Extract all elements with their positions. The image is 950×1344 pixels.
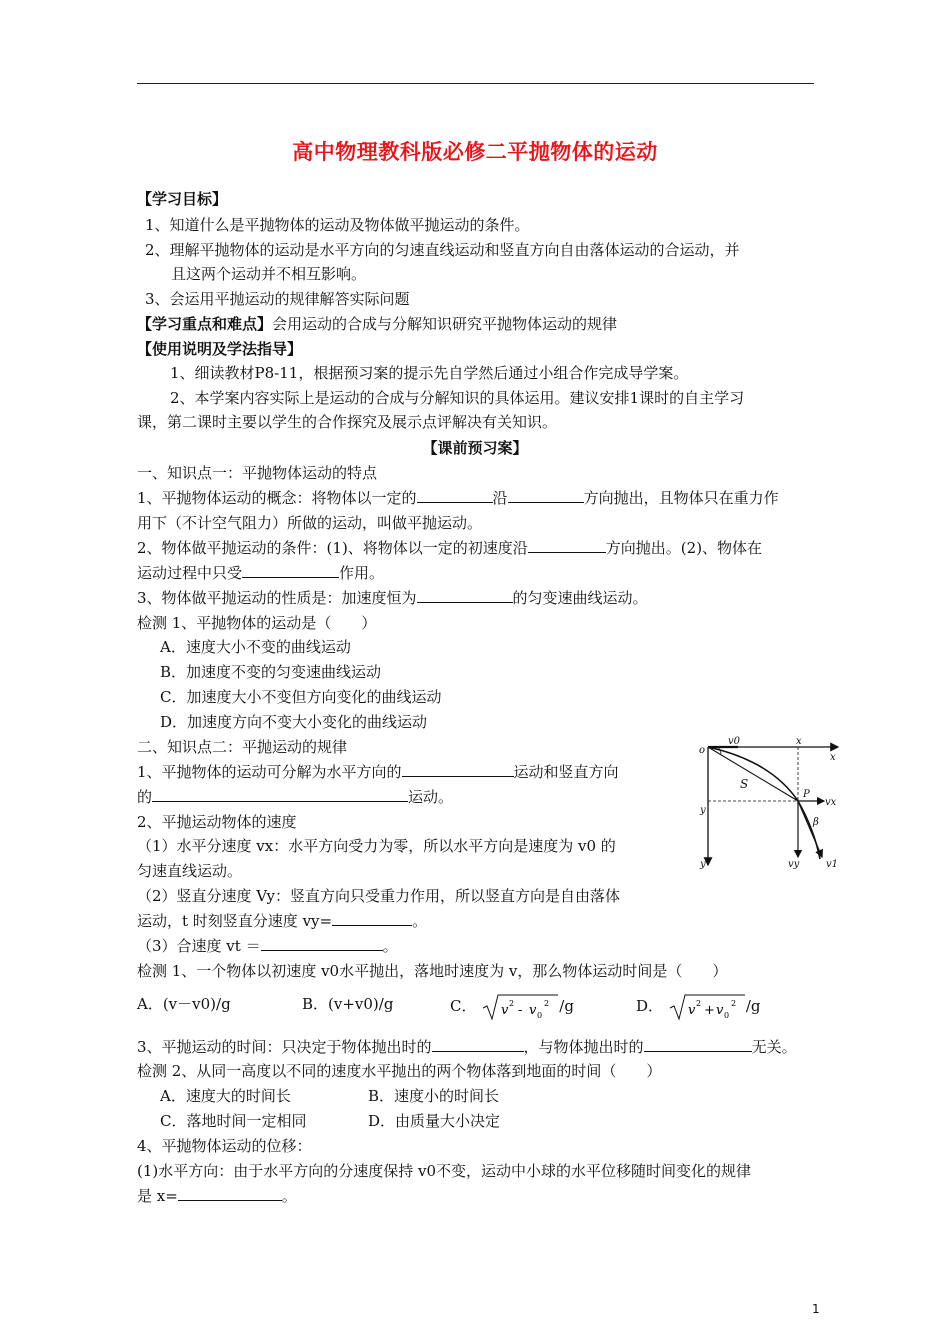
fill-blank[interactable] [152,786,408,802]
x-top-label: x [796,736,802,747]
fill-blank[interactable] [417,587,513,603]
origin-label: o [699,745,706,756]
kp2-line: 的 运动。 [137,788,454,806]
svg-text:+: + [703,1003,715,1018]
usage-line: 2、本学案内容实际上是运动的合成与分解知识的具体运用。建议安排1课时的自主学习 [170,389,745,407]
displacement-line [708,747,798,801]
svg-text:v: v [687,1003,696,1018]
focus-text: 会用运动的合成与分解知识研究平抛物体运动的规律 [272,315,618,333]
header-rule [137,83,814,84]
answer-option[interactable]: C． v 2 - v 0 2 /g [450,992,574,1022]
kp1-header: 一、知识点一：平抛物体运动的特点 [137,464,378,482]
v0-label: v0 [728,736,741,747]
question-text: 检测 2、从同一高度以不同的速度水平抛出的两个物体落到地面的时间（ ） [137,1062,662,1080]
fill-blank[interactable] [432,1036,524,1052]
question-text: 检测 1、平抛物体的运动是（ ） [137,614,377,632]
usage-line: 课，第二课时主要以学生的合作探究及展示点评解决有关知识。 [137,413,558,431]
answer-option[interactable]: B．速度小的时间长 [368,1087,500,1105]
svg-text:v: v [715,1003,724,1018]
x-axis-label: x [830,752,836,763]
kp1-line: 3、物体做平抛运动的性质是：加速度恒为 的匀变速曲线运动。 [137,589,648,607]
svg-text:2: 2 [509,999,515,1008]
preview-header: 【课前预习案】 [422,439,528,457]
kp2-header: 二、知识点二：平抛运动的规律 [137,738,348,756]
svg-text:2: 2 [695,999,701,1008]
v1-arrow [798,801,822,857]
vy-label: vy [788,859,800,870]
answer-option[interactable]: B．加速度不变的匀变速曲线运动 [160,663,382,681]
fill-blank[interactable] [242,562,339,578]
beta-label: β [813,817,819,828]
goal-item: 2、理解平抛物体的运动是水平方向的匀速直线运动和竖直方向自由落体运动的合运动，并 [145,241,740,259]
p-label: P [803,789,810,800]
fill-blank[interactable] [644,1036,752,1052]
kp1-line: 2、物体做平抛运动的条件：(1)、将物体以一定的初速度沿 方向抛出。(2)、物体在 [137,539,763,557]
goals-header: 【学习目标】 [137,190,228,208]
fill-blank[interactable] [417,487,493,503]
kp2-line: 1、平抛物体的运动可分解为水平方向的 运动和竖直方向 [137,763,619,781]
fill-blank[interactable] [508,487,584,503]
svg-text:0: 0 [537,1011,543,1020]
goal-item: 1、知道什么是平抛物体的运动及物体做平抛运动的条件。 [145,216,530,234]
kp2-line: （1）水平分速度 vx：水平方向受力为零，所以水平方向是速度为 v0 的 [137,837,616,855]
svg-text:0: 0 [723,1011,729,1020]
kp1-line: 运动过程中只受 作用。 [137,564,385,582]
s-label: S [740,777,749,791]
focus-header: 【学习重点和难点】 [137,315,273,333]
svg-text:-: - [518,1003,523,1018]
fill-blank[interactable] [261,935,383,951]
fill-blank[interactable] [402,761,514,777]
kp2-line: (1)水平方向：由于水平方向的分速度保持 v0不变，运动中小球的水平位移随时间变化的规律 [137,1162,752,1180]
answer-option[interactable]: D． v 2 + v 0 2 /g [636,992,760,1022]
usage-header: 【使用说明及学法指导】 [137,340,303,358]
fill-blank[interactable] [178,1185,282,1201]
document-title: 高中物理教科版必修二平抛物体的运动 [292,139,658,164]
answer-option[interactable]: A．速度大的时间长 [160,1087,291,1105]
usage-line: 1、细读教材P8-11，根据预习案的提示先自学然后通过小组合作完成导学案。 [170,364,689,382]
y-axis-label: y [700,859,706,870]
kp2-line: 运动，t 时刻竖直分速度 vy= 。 [137,912,428,930]
question-text: 检测 1、一个物体以初速度 v0水平抛出，落地时速度为 v，那么物体运动时间是（ ） [137,962,728,980]
kp2-line: 匀速直线运动。 [137,862,243,880]
answer-option[interactable]: A．速度大小不变的曲线运动 [160,638,351,656]
kp2-line: 3、平抛运动的时间：只决定于物体抛出时的 ，与物体抛出时的 无关。 [137,1038,797,1056]
page-number: 1 [812,1302,820,1316]
answer-option[interactable]: A．(v－v0)/g [137,995,231,1013]
answer-option[interactable]: D．由质量大小决定 [368,1112,501,1130]
v1-label: v1 [826,859,839,870]
answer-option[interactable]: C．加速度大小不变但方向变化的曲线运动 [160,688,442,706]
svg-text:v: v [501,1003,509,1018]
fill-blank[interactable] [528,537,606,553]
focus-line [137,312,617,336]
kp2-line: 4、平抛物体运动的位移： [137,1137,312,1155]
sqrt-expression [668,992,746,1022]
goal-item: 且这两个运动并不相互影响。 [171,265,367,283]
sqrt-expression [481,992,559,1022]
trajectory-curve [708,747,820,859]
answer-option[interactable]: B．(v+v0)/g [302,995,394,1013]
kp2-line: 2、平抛运动物体的速度 [137,813,297,831]
kp1-line: 用下（不计空气阻力）所做的运动，叫做平抛运动。 [137,514,483,532]
answer-option[interactable]: D．加速度方向不变大小变化的曲线运动 [160,713,428,731]
kp2-line: （2）竖直分速度 Vy：竖直方向只受重力作用，所以竖直方向是自由落体 [137,887,621,905]
projectile-diagram [696,733,846,871]
kp2-line: 是 x= 。 [137,1187,297,1205]
svg-text:v: v [529,1003,537,1018]
y-label: y [700,805,706,816]
kp2-line: （3）合速度 vt ＝ 。 [137,937,398,955]
answer-option[interactable]: C．落地时间一定相同 [160,1112,307,1130]
goal-item: 3、会运用平抛运动的规律解答实际问题 [145,290,410,308]
kp1-line: 1、平抛物体运动的概念：将物体以一定的 沿 方向抛出，且物体只在重力作 [137,489,779,507]
fill-blank[interactable] [332,910,412,926]
svg-text:2: 2 [544,999,550,1008]
svg-text:2: 2 [730,999,736,1008]
vx-label: vx [825,797,837,808]
